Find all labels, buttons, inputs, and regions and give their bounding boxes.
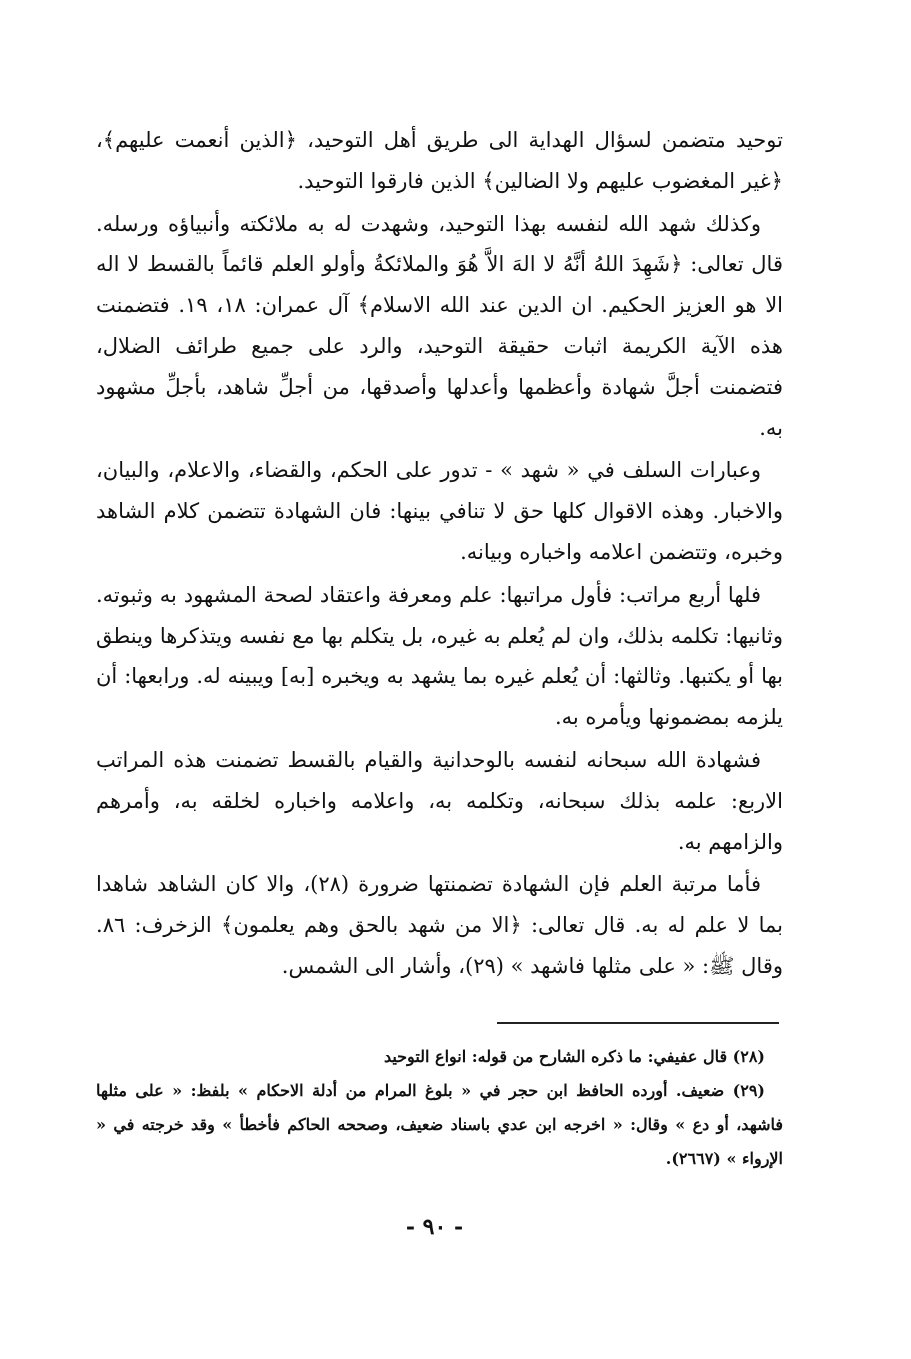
footnote-separator xyxy=(497,1022,779,1024)
paragraph-6: فأما مرتبة العلم فإن الشهادة تضمنتها ضرورة (٢٨)، والا كان الشاهد شاهدا بما لا علم له به. قال تعالى: ﴿الا من شهد بالحق وهم يعلمون﴾ الزخرف: ٨٦. وقال ﷺ: « على مثلها فاشهد » (٢٩)، وأشار الى الشمس. xyxy=(96,872,783,978)
paragraph-5: فشهادة الله سبحانه لنفسه بالوحدانية والقيام بالقسط تضمنت هذه المراتب الاربع: علمه بذلك سبحانه، وتكلمه به، واعلامه واخباره لخلقه به، وأمرهم والزامهم به. xyxy=(96,747,783,854)
body-text xyxy=(96,120,783,987)
footnote-28: (٢٨) قال عفيفي: ما ذكره الشارح من قوله: انواع التوحيد xyxy=(383,1047,765,1066)
paragraph-3: وعبارات السلف في « شهد » - تدور على الحكم، والقضاء، والاعلام، والبيان، والاخبار. وهذه الاقوال كلها حق لا تنافي بينها: فان الشهادة تتضمن كلام الشاهد وخبره، وتتضمن اعلامه واخباره وبيانه. xyxy=(96,458,783,564)
paragraph-2: وكذلك شهد الله لنفسه بهذا التوحيد، وشهدت له به ملائكته وأنبياؤه ورسله. قال تعالى: ﴿شَهِدَ اللهُ أنَّهُ لا الهَ الاَّ هُوَ والملائكةُ وأولو العلم قائماً بالقسط لا اله الا هو العزيز الحكيم. ان الدين عند الله الاسلام﴾ آل عمران: ١٨، ١٩. فتضمنت هذه الآية الكريمة اثبات حقيقة التوحيد، والرد على جميع طرائف الضلال، فتضمنت أجلَّ شهادة وأعظمها وأعدلها وأصدقها، من أجلِّ شاهد، بأجلِّ مشهود به. xyxy=(96,211,783,440)
paragraph-1: توحيد متضمن لسؤال الهداية الى طريق أهل التوحيد، ﴿الذين أنعمت عليهم﴾، ﴿غير المغضوب عليهم ولا الضالين﴾ الذين فارقوا التوحيد. xyxy=(96,128,783,193)
page-number: - ٩٠ - xyxy=(405,1214,464,1240)
footnote-29: (٢٩) ضعيف. أورده الحافظ ابن حجر في « بلوغ المرام من أدلة الاحكام » بلفظ: « على مثلها فاشهد، أو دع » وقال: « اخرجه ابن عدي باسناد ضعيف، وصححه الحاكم فأخطأ » وقد خرجته في « الإرواء » (٢٦٦٧). xyxy=(96,1081,783,1168)
footnotes xyxy=(96,1040,783,1176)
paragraph-4: فلها أربع مراتب: فأول مراتبها: علم ومعرفة واعتقاد لصحة المشهود به وثبوته. وثانيها: تكلمه بذلك، وان لم يُعلم به غيره، بل يتكلم بها مع نفسه ويتذكرها وينطق بها أو يكتبها. وثالثها: أن يُعلم غيره بما يشهد به ويخبره [به] ويبينه له. ورابعها: أن يلزمه بمضمونها ويأمره به. xyxy=(96,582,783,730)
